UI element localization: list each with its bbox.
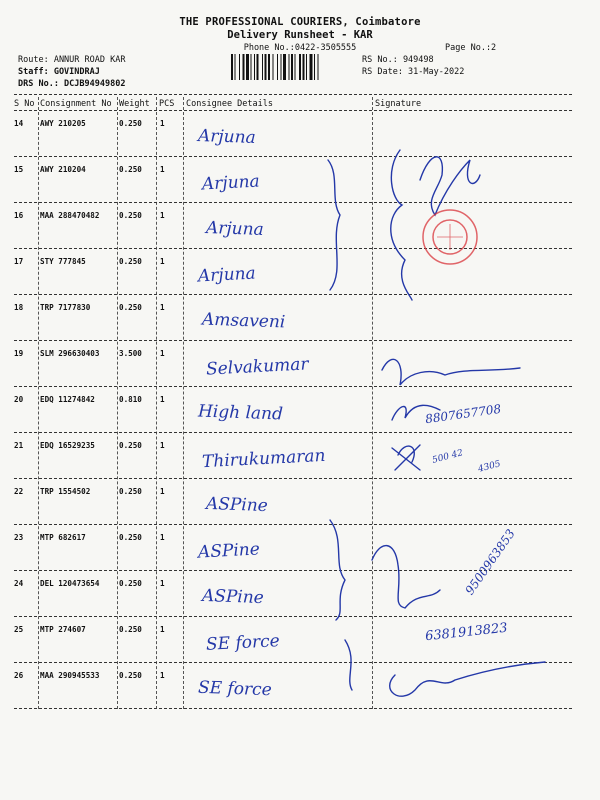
row-consignee-handwritten: Arjuna	[205, 217, 265, 241]
row-consignment: SLM 296630403	[40, 349, 100, 358]
row-weight: 0.250	[119, 257, 142, 266]
row-consignee-handwritten: Amsaveni	[201, 309, 286, 333]
handwritten-note: 4305	[477, 459, 502, 475]
handwritten-phone: 6381913823	[424, 620, 509, 645]
handwritten-note: 500 42	[431, 448, 465, 466]
row-sno: 21	[14, 441, 24, 450]
row-weight: 0.250	[119, 119, 142, 128]
row-consignee-handwritten: Selvakumar	[205, 354, 309, 380]
signature-scribble	[372, 546, 440, 608]
col-header-consignee: Consignee Details	[186, 99, 273, 109]
row-sno: 16	[14, 211, 24, 220]
col-header-consignment: Consignment No	[40, 99, 112, 109]
row-pcs: 1	[160, 395, 165, 404]
row-weight: 3.500	[119, 349, 142, 358]
bracket-scribble	[345, 640, 352, 690]
row-weight: 0.250	[119, 487, 142, 496]
row-weight: 0.250	[119, 211, 142, 220]
phone-number: Phone No.:0422-3505555	[243, 43, 357, 53]
row-sno: 18	[14, 303, 24, 312]
staff: Staff: GOVINDRAJ	[18, 67, 100, 77]
row-weight: 0.250	[119, 533, 142, 542]
col-header-pcs: PCS	[159, 99, 175, 109]
row-consignee-handwritten: Thirukumaran	[201, 445, 326, 473]
row-consignee-handwritten: Arjuna	[197, 125, 257, 149]
row-sno: 23	[14, 533, 24, 542]
col-header-signature: Signature	[375, 99, 422, 109]
row-consignee-handwritten: ASPine	[201, 585, 265, 609]
row-sno: 22	[14, 487, 24, 496]
row-pcs: 1	[160, 119, 165, 128]
row-consignment: MAA 288470482	[40, 211, 100, 220]
row-consignee-handwritten: ASPine	[205, 493, 269, 517]
document-subtitle: Delivery Runsheet - KAR	[227, 29, 373, 41]
row-sno: 20	[14, 395, 24, 404]
row-consignment: EDQ 11274842	[40, 395, 95, 404]
row-sno: 19	[14, 349, 24, 358]
row-consignee-handwritten: SE force	[205, 631, 281, 655]
rs-date: RS Date: 31-May-2022	[362, 67, 465, 77]
row-pcs: 1	[160, 441, 165, 450]
row-consignment: AWY 210205	[40, 119, 86, 128]
row-consignment: STY 777845	[40, 257, 86, 266]
row-pcs: 1	[160, 625, 165, 634]
bracket-scribble	[328, 160, 340, 290]
bracket-scribble	[330, 520, 345, 620]
row-pcs: 1	[160, 579, 165, 588]
row-sno: 25	[14, 625, 24, 634]
signature-scribble	[382, 359, 520, 385]
signature-scribble	[420, 157, 480, 215]
row-consignee-handwritten: High land	[197, 401, 284, 425]
company-stamp	[423, 210, 477, 264]
row-consignment: MTP 682617	[40, 533, 86, 542]
row-weight: 0.250	[119, 165, 142, 174]
row-weight: 0.250	[119, 625, 142, 634]
row-consignment: AWY 210204	[40, 165, 86, 174]
row-sno: 26	[14, 671, 24, 680]
col-header-weight: Weight	[119, 99, 150, 109]
row-pcs: 1	[160, 303, 165, 312]
handwritten-phone: 9500963853	[462, 526, 518, 598]
row-consignment: MTP 274607	[40, 625, 86, 634]
row-pcs: 1	[160, 671, 165, 680]
row-consignment: DEL 120473654	[40, 579, 100, 588]
row-sno: 24	[14, 579, 24, 588]
row-sno: 14	[14, 119, 24, 128]
document-title: THE PROFESSIONAL COURIERS, Coimbatore	[179, 16, 421, 28]
handwritten-phone: 8807657708	[424, 401, 502, 427]
col-header-sno: S No	[14, 99, 35, 109]
row-pcs: 1	[160, 487, 165, 496]
signature-scribble	[391, 150, 412, 300]
rs-number: RS No.: 949498	[362, 55, 434, 65]
row-weight: 0.250	[119, 579, 142, 588]
signature-scribble	[392, 445, 420, 470]
row-pcs: 1	[160, 165, 165, 174]
row-consignment: TRP 1554502	[40, 487, 91, 496]
signature-scribble	[390, 662, 545, 696]
page-number: Page No.:2	[445, 43, 497, 53]
row-pcs: 1	[160, 349, 165, 358]
route: Route: ANNUR ROAD KAR	[18, 55, 126, 65]
row-consignee-handwritten: ASPine	[197, 539, 261, 563]
row-sno: 15	[14, 165, 24, 174]
row-weight: 0.250	[119, 441, 142, 450]
row-pcs: 1	[160, 211, 165, 220]
row-weight: 0.250	[119, 303, 142, 312]
row-pcs: 1	[160, 533, 165, 542]
drs-number: DRS No.: DCJB94949802	[18, 79, 126, 89]
row-weight: 0.250	[119, 671, 142, 680]
row-sno: 17	[14, 257, 24, 266]
row-consignee-handwritten: Arjuna	[197, 263, 257, 287]
row-weight: 0.810	[119, 395, 142, 404]
row-consignment: MAA 290945533	[40, 671, 100, 680]
row-consignee-handwritten: Arjuna	[201, 171, 261, 195]
row-consignee-handwritten: SE force	[197, 677, 273, 701]
row-consignment: TRP 7177830	[40, 303, 91, 312]
row-pcs: 1	[160, 257, 165, 266]
row-consignment: EDQ 16529235	[40, 441, 95, 450]
